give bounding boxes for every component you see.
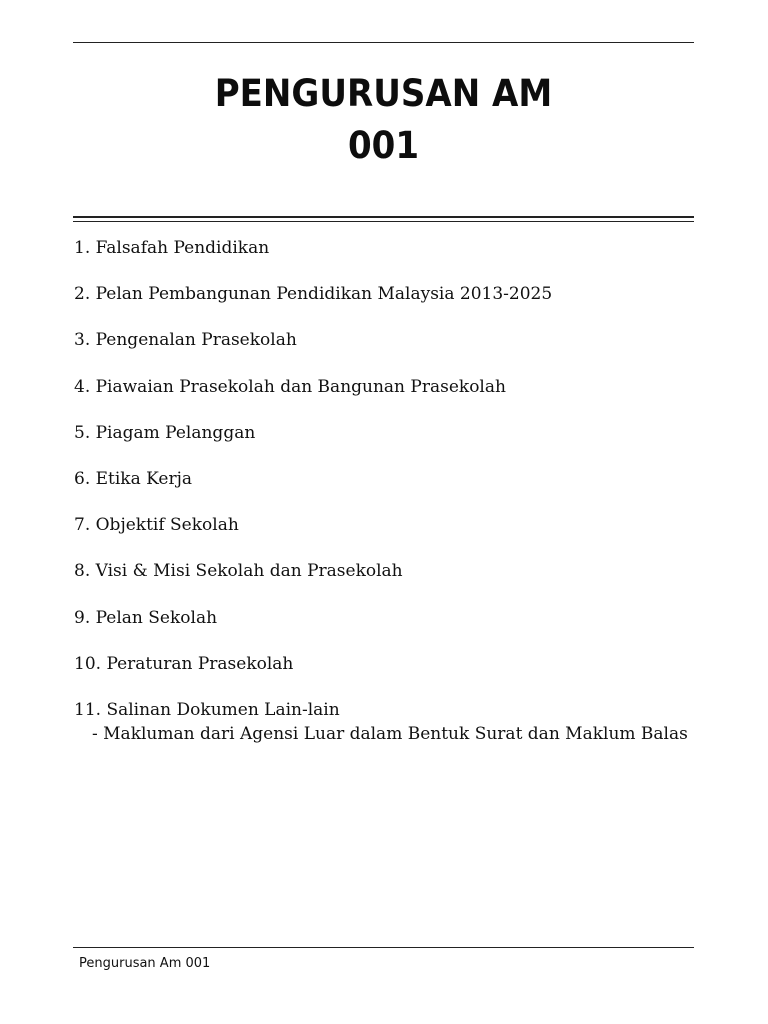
page-title xyxy=(73,68,694,172)
list-item: 8. Visi & Misi Sekolah dan Prasekolah xyxy=(74,561,403,582)
list-item: 9. Pelan Sekolah xyxy=(74,607,218,628)
list-item-label: 11. Salinan Dokumen Lain-lain xyxy=(74,699,340,720)
list-item-with-subline xyxy=(74,698,714,746)
list-item: 3. Pengenalan Prasekolah xyxy=(74,330,297,351)
list-item: 1. Falsafah Pendidikan xyxy=(74,238,270,258)
list-item: 5. Piagam Pelanggan xyxy=(74,422,256,443)
list-item: 4. Piawaian Prasekolah dan Bangunan Prasekolah xyxy=(74,376,506,397)
title-line-1: PENGURUSAN AM xyxy=(214,72,553,115)
list-item-subline: - Makluman dari Agensi Luar dalam Bentuk Surat dan Maklum Balas xyxy=(92,723,688,744)
contents-list xyxy=(74,236,714,746)
footer-rule xyxy=(73,947,694,948)
list-item: 2. Pelan Pembangunan Pendidikan Malaysia 2013-2025 xyxy=(74,284,553,305)
title-double-rule xyxy=(73,216,694,222)
list-item: 6. Etika Kerja xyxy=(74,468,192,489)
top-rule xyxy=(73,42,694,43)
list-item: 10. Peraturan Prasekolah xyxy=(74,653,294,674)
title-line-2: 001 xyxy=(347,124,420,167)
list-item: 7. Objektif Sekolah xyxy=(74,515,239,536)
page-footer: Pengurusan Am 001 xyxy=(79,956,211,971)
